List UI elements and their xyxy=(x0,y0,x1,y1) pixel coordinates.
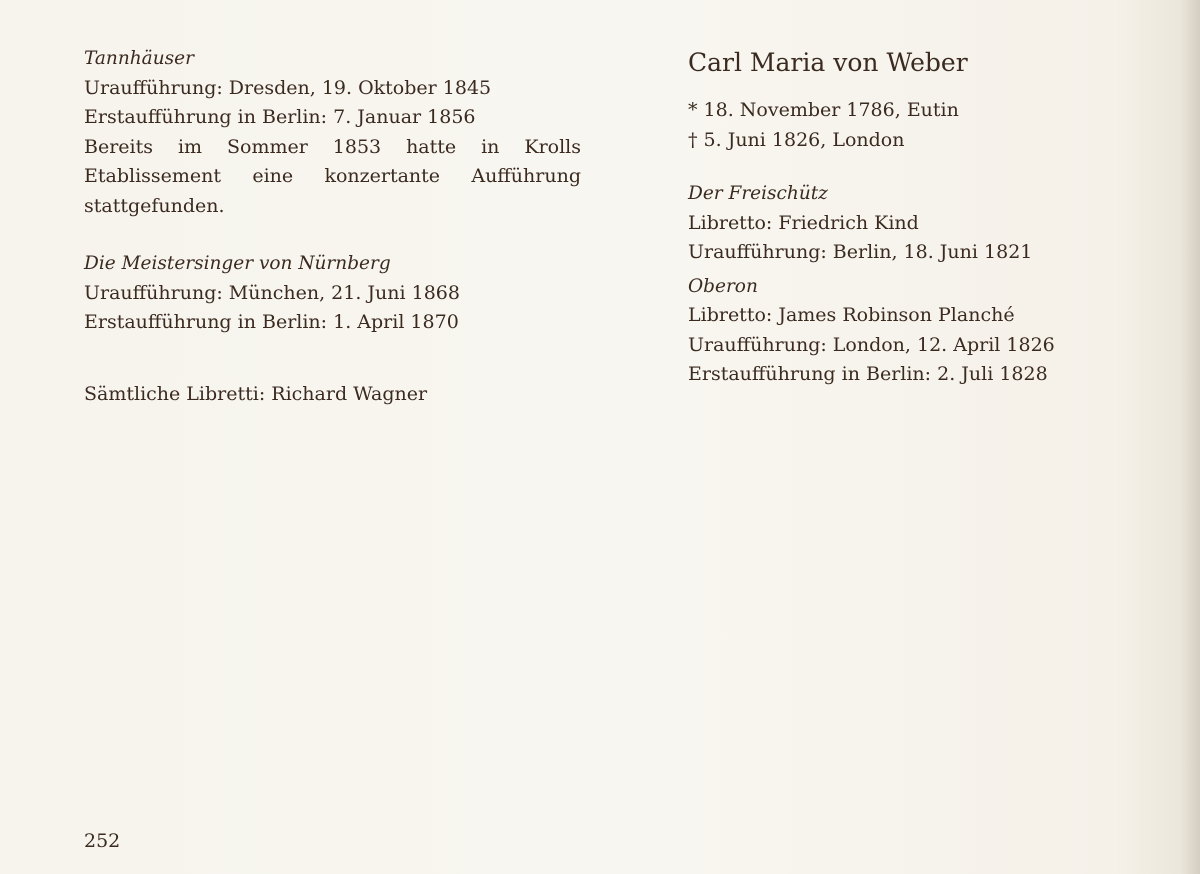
opera-title: Tannhäuser xyxy=(84,48,194,69)
death-line: † 5. Juni 1826, London xyxy=(688,128,905,151)
premiere-line: Uraufführung: London, 12. April 1826 xyxy=(688,333,1055,356)
opera-freischuetz xyxy=(688,179,1168,268)
right-column xyxy=(688,44,1168,390)
berlin-premiere-line: Erstaufführung in Berlin: 1. April 1870 xyxy=(84,311,459,333)
page-number: 252 xyxy=(84,830,121,852)
premiere-line: Uraufführung: München, 21. Juni 1868 xyxy=(84,281,460,304)
opera-title: Die Meistersinger von Nürnberg xyxy=(84,253,391,274)
libretti-note: Sämtliche Libretti: Richard Wagner xyxy=(84,382,428,405)
libretto-line: Libretto: James Robinson Planché xyxy=(688,304,1015,326)
opera-oberon xyxy=(688,272,1168,390)
opera-title: Oberon xyxy=(688,275,758,297)
berlin-premiere-line: Erstaufführung in Berlin: 7. Januar 1856 xyxy=(84,106,476,128)
opera-note: Bereits im Sommer 1853 hatte in Krolls Etablissement eine konzertante Aufführung stattgefunden. xyxy=(84,135,581,217)
opera-meistersinger xyxy=(84,249,584,338)
berlin-premiere-line: Erstaufführung in Berlin: 2. Juli 1828 xyxy=(688,363,1048,385)
premiere-line: Uraufführung: Berlin, 18. Juni 1821 xyxy=(688,241,1033,263)
page-edge-shadow xyxy=(1180,0,1200,874)
libretto-line: Libretto: Friedrich Kind xyxy=(688,211,919,234)
composer-name: Carl Maria von Weber xyxy=(688,48,968,77)
birth-line: * 18. November 1786, Eutin xyxy=(688,99,959,121)
left-column xyxy=(84,44,584,409)
premiere-line: Uraufführung: Dresden, 19. Oktober 1845 xyxy=(84,76,492,99)
opera-title: Der Freischütz xyxy=(688,183,828,204)
opera-tannhaeuser xyxy=(84,44,584,221)
